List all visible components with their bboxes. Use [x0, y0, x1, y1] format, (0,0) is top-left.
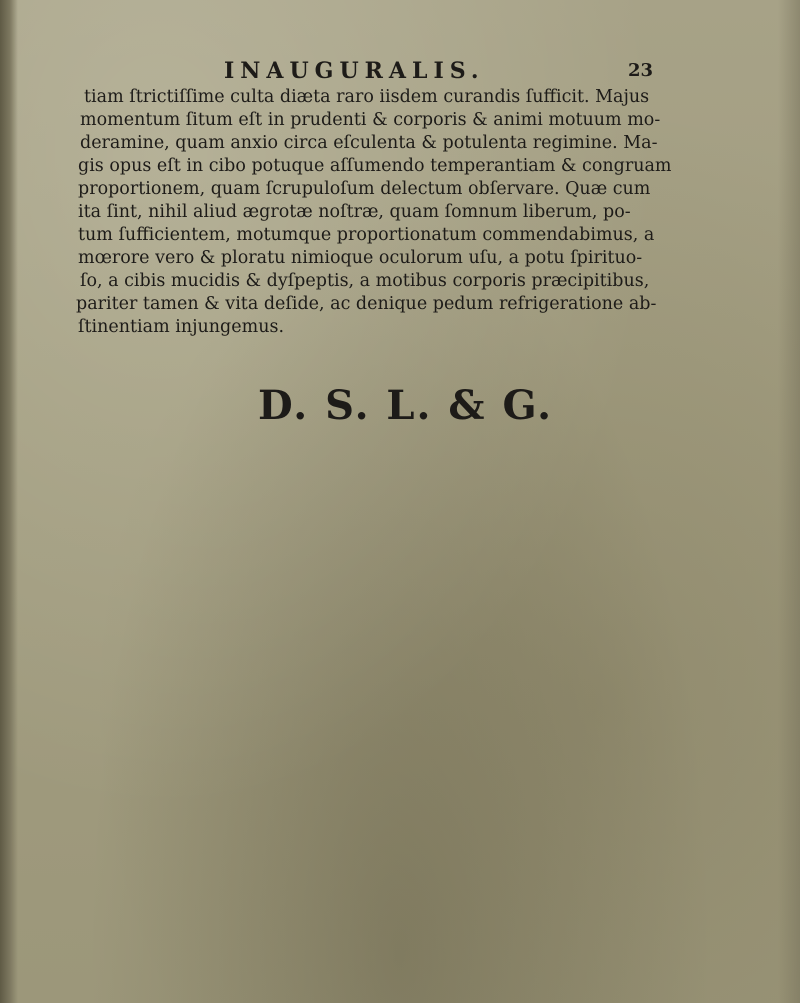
text-line: deramine, quam anxio circa eſculenta & potulenta regimine. Ma- — [80, 133, 658, 153]
page-edge-shadow-left — [0, 0, 18, 1003]
body-text — [76, 86, 672, 339]
page-number: 23 — [628, 60, 654, 81]
text-line: tum ſufficientem, motumque proportionatum commendabimus, a — [78, 225, 655, 245]
running-head: INAUGURALIS. — [224, 58, 485, 84]
text-line: momentum ſitum eſt in prudenti & corporis & animi motuum mo- — [80, 110, 661, 130]
text-line: proportionem, quam ſcrupuloſum delectum obſervare. Quæ cum — [78, 179, 651, 199]
text-line: ſo, a cibis mucidis & dyſpeptis, a motibus corporis præcipitibus, — [80, 271, 650, 291]
text-line: ſtinentiam injungemus. — [78, 317, 285, 337]
text-line: gis opus eſt in cibo potuque aſſumendo temperantiam & congruam — [78, 156, 672, 176]
text-line: mœrore vero & ploratu nimioque oculorum uſu, a potu ſpirituo- — [78, 248, 643, 268]
text-line: pariter tamen & vita deſide, ac denique pedum refrigeratione ab- — [76, 294, 657, 314]
text-line: tiam ſtrictiſſime culta diæta raro iisdem curandis ſufficit. Majus — [84, 87, 650, 107]
signature-initials: D. S. L. & G. — [258, 382, 554, 429]
text-line: ita ſint, nihil aliud ægrotæ noſtræ, quam ſomnum liberum, po- — [78, 202, 631, 222]
page-edge-shadow-right — [778, 0, 800, 1003]
